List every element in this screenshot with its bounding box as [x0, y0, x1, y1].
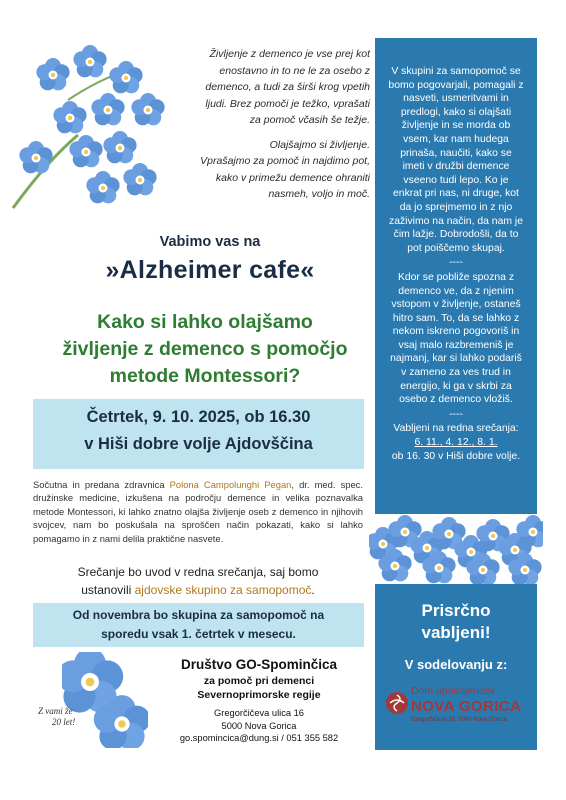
november-notice: Od novembra bo skupina za samopomoč na sporedu vsak 1. četrtek v mesecu. [33, 603, 364, 647]
anniversary-signature: Z vami že 20 let! [38, 706, 76, 727]
welcome-text: Prisrčno vabljeni! [421, 601, 491, 642]
meeting-text: Srečanje bo uvod v redna srečanja, saj bomo ustanovili ajdovske skupino za samopomoč. [77, 565, 319, 597]
partner-address: Gregorčičeva 16, 5000 Nova Gorica [411, 717, 507, 723]
flowers-strip-image [369, 514, 543, 584]
event-date: Četrtek, 9. 10. 2025, ob 16.30 [86, 408, 311, 426]
speaker-name: Polona Campolunghi Pegan [169, 479, 292, 490]
date-box [33, 399, 364, 469]
partner-logo [385, 683, 531, 733]
sidebar-paragraph-2: Kdor se pobliže spozna z demenco ve, da z njenim vstopom v življenje, ostaneš hitro sam. To, da se lahko z nekom iskreno pogovoriš in vsaj malo razbremeniš je najmanj, kar si lahko podariš v zameno za ves trud in energijo, ki ga v skrbi za osebo z demenco vložiš. [390, 271, 522, 406]
event-description: Sočutna in predana zdravnica Polona Campolunghi Pegan, dr. med. spec. družinske medicine, izkušena na področju demence in velika poznavalka metode Montessori, ki lahko znatno olajša življenje oseb z demenco in njihovih svojcev, nam bo poskušala na sproščen način pokazati, kako si lahko pomagamo in z nami delila praktične nasvete. [33, 479, 363, 544]
event-title: »Alzheimer cafe« [105, 256, 315, 284]
organization-flowers-image [62, 652, 148, 748]
intro-paragraph-2: Olajšajmo si življenje. Vprašajmo za pomoč in najdimo pot, kako v primežu demence ohraniti nasmeh, voljo in moč. [200, 138, 370, 200]
topic-heading: Kako si lahko olajšamo življenje z demenco s pomočjo metode Montessori? [62, 311, 348, 387]
organization-contact: go.spomincica@dung.si / 051 355 582 [179, 733, 339, 743]
intro-text [170, 46, 370, 211]
rose-icon [385, 691, 409, 715]
partner-name: NOVA GORICA [411, 698, 522, 715]
invite-heading: Vabimo vas na [159, 234, 261, 250]
organization-address: Gregorčičeva ulica 16 5000 Nova Gorica go.spomincica@dung.si / 051 355 582 [150, 707, 368, 745]
intro-paragraph-1: Življenje z demenco je vse prej kot enostavno in to ne le za osebo z demenco, a tudi za širši krog vpetih ljudi. Brez pomoči je težko, vprašati za pomoč včasih še težje. [205, 48, 370, 126]
event-location: v Hiši dobre volje Ajdovščina [84, 435, 313, 453]
support-group-highlight: ajdovske skupino za samopomoč [134, 583, 312, 597]
sidebar-paragraph-3: Vabljeni na redna srečanja: 6. 11., 4. 12., 8. 1. ob 16. 30 v Hiši dobre volje. [391, 423, 521, 462]
sidebar-text [381, 65, 531, 463]
collaboration-label: V sodelovanju z: [404, 657, 508, 672]
sidebar-panel [375, 38, 537, 750]
organization-info: Društvo GO-Spominčica za pomoč pri demenci Severnoprimorske regije Gregorčičeva ulica 16 5000 Nova Gorica go.spomincica@dung.si / 051 355 582 [150, 656, 368, 745]
organization-name: Društvo GO-Spominčica [180, 657, 338, 672]
meeting-dates: 6. 11., 4. 12., 8. 1. [414, 437, 498, 449]
sidebar-divider-2: ---- [449, 408, 463, 420]
forget-me-not-flowers-image [8, 40, 173, 215]
sidebar-divider: ---- [449, 257, 463, 269]
partner-subtitle: Dom upokojencev [411, 685, 496, 697]
sidebar-paragraph-1: V skupini za samopomoč se bomo pogovarjali, pomagali z nasveti, usmeritvami in predlogi, kako si olajšati življenje in se morda ob vsem, kar nam hudega prinaša, naučiti, kako se imeti v družbi demence vseeno tudi lepo. Ko je enkrat pri nas, ni druge, kot da jo sprejmemo in z njo zaživimo na način, da nam je čim lažje. Dobrodošli, da to pot poiščemo skupaj. [388, 66, 524, 254]
